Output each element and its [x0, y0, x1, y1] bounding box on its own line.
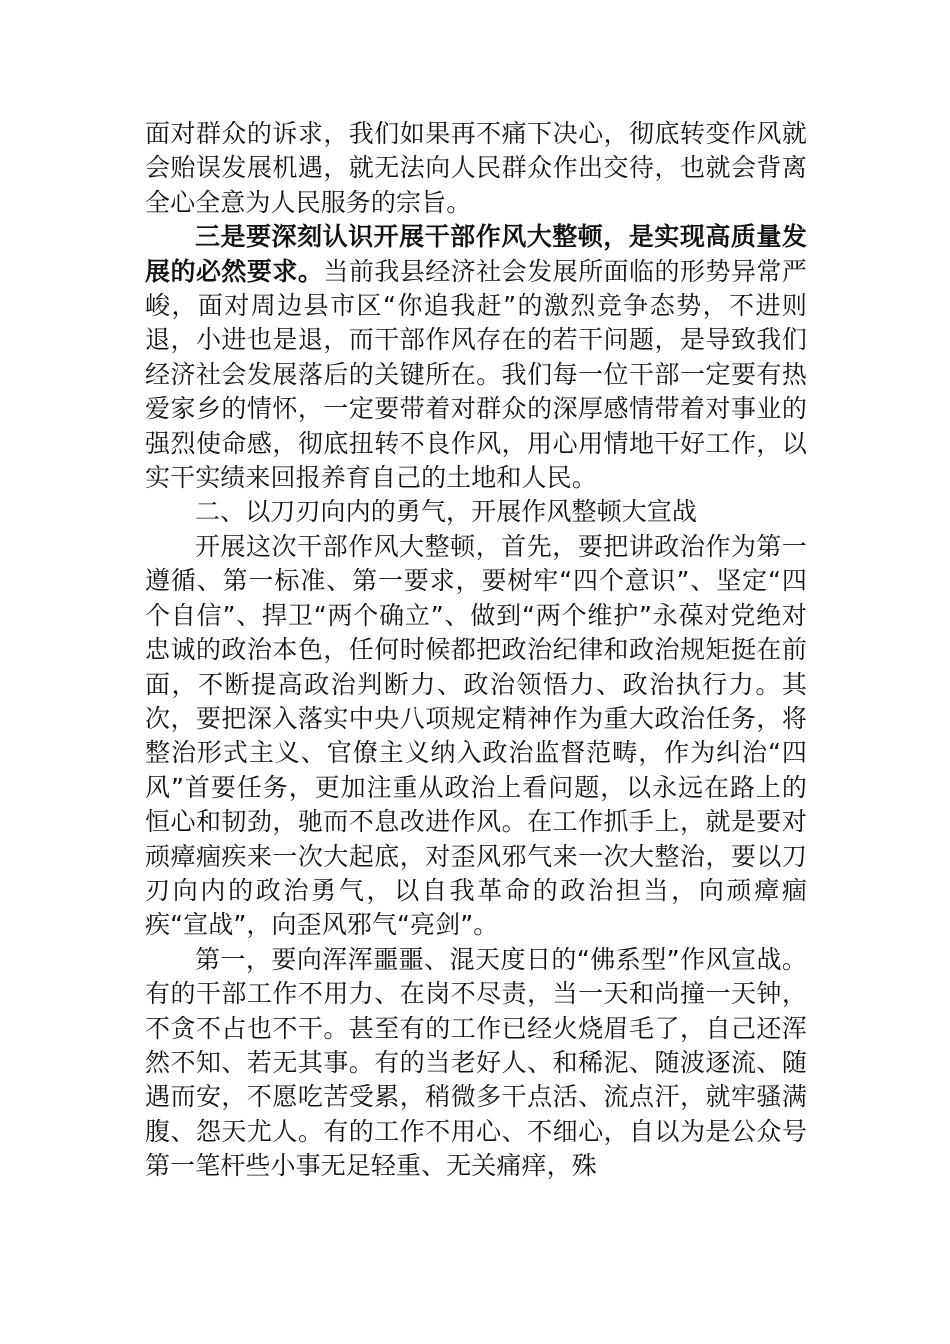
paragraph-point-three: [145, 220, 807, 495]
paragraph-first-point: [145, 943, 807, 1184]
paragraph-continuation: [145, 117, 807, 220]
section-heading-two: [145, 495, 807, 529]
section-heading-text: 二、以刀刃向内的勇气，开展作风整顿大宣战: [195, 497, 698, 527]
paragraph-text: 开展这次干部作风大整顿，首先，要把讲政治作为第一遵循、第一标准、第一要求，要树牢“四个意识”、坚定“四个自信”、捍卫“两个确立”、做到“两个维护”永葆对党绝对忠诚的政治本色，任何时候都把政治纪律和政治规矩挺在前面，不断提高政治判断力、政治领悟力、政治执行力。其次，要把深入落实中央八项规定精神作为重大政治任务，将整治形式主义、官僚主义纳入政治监督范畴，作为纠治“四风”首要任务，更加注重从政治上看问题，以永远在路上的恒心和韧劲，驰而不息改进作风。在工作抓手上，就是要对顽瘴痼疾来一次大起底，对歪风邪气来一次大整治，要以刀刃向内的政治勇气，以自我革命的政治担当，向顽瘴痼疾“宣战”，向歪风邪气“亮剑”。: [145, 531, 807, 940]
document-body: [145, 117, 807, 1184]
paragraph-text: 第一，要向浑浑噩噩、混天度日的“佛系型”作风宣战。有的干部工作不用力、在岗不尽责，当一天和尚撞一天钟，不贪不占也不干。甚至有的工作已经火烧眉毛了，自己还浑然不知、若无其事。有的当老好人、和稀泥、随波逐流、随遇而安，不愿吃苦受累，稍微多干点活、流点汗，就牢骚满腹、怨天尤人。有的工作不用心、不细心，自以为是公众号第一笔杆些小事无足轻重、无关痛痒，殊: [145, 944, 807, 1181]
paragraph-text: 面对群众的诉求，我们如果再不痛下决心，彻底转变作风就会贻误发展机遇，就无法向人民群众作出交待，也就会背离全心全意为人民服务的宗旨。: [145, 119, 807, 217]
paragraph-rectification: [145, 530, 807, 943]
paragraph-lead-bold: 三是要深刻认识开展干部作风大整顿，是实现高质量发展的必然要求。: [145, 222, 807, 286]
paragraph-text: 当前我县经济社会发展所面临的形势异常严峻，面对周边县市区“你追我赶”的激烈竞争态势，不进则退，小进也是退，而干部作风存在的若干问题，是导致我们经济社会发展落后的关键所在。我们每一位干部一定要有热爱家乡的情怀，一定要带着对群众的深厚感情带着对事业的强烈使命感，彻底扭转不良作风，用心用情地干好工作，以实干实绩来回报养育自己的土地和人民。: [145, 256, 808, 493]
